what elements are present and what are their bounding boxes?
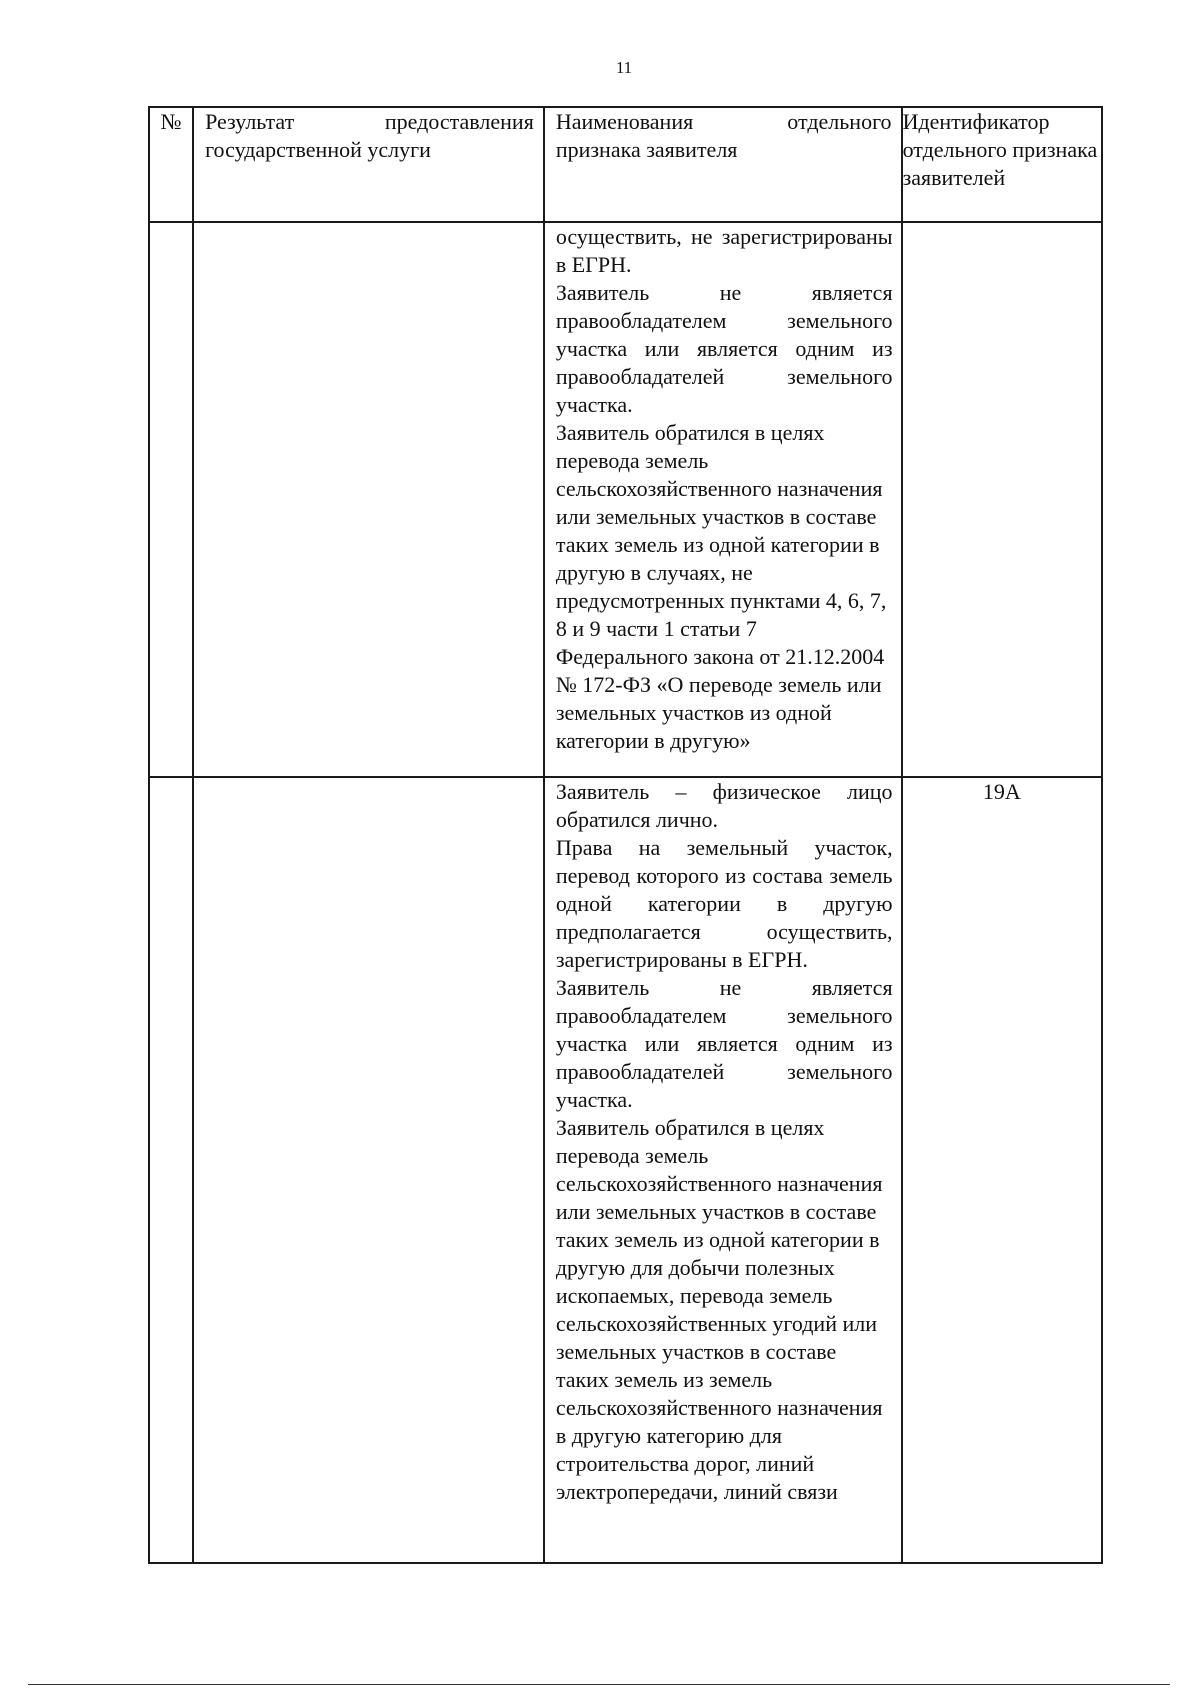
header-result-text: Результат предоставления государственной услуги (205, 109, 534, 162)
header-number: № (149, 107, 193, 222)
header-identifier: Идентификатор отдельного признака заявителей (902, 107, 1102, 222)
table-header-row (149, 107, 1102, 222)
page-number: 11 (615, 58, 633, 77)
attribute-paragraph: Заявитель не является правообладателем земельного участка или является одним из правообладателей земельного участка. (555, 975, 893, 1112)
row-result-cell (193, 777, 544, 1563)
row-attribute-cell (544, 777, 902, 1563)
document-table (148, 106, 1103, 1564)
row-number-cell (149, 222, 193, 777)
attribute-paragraph: осуществить, не зарегистрированы в ЕГРН. (555, 224, 893, 277)
attribute-paragraph: Заявитель – физическое лицо обратился лично. (555, 779, 893, 832)
row-result-cell (193, 222, 544, 777)
header-attribute-name (544, 107, 902, 222)
table-row (149, 222, 1102, 777)
page-bottom-rule (28, 1684, 1170, 1685)
header-result (193, 107, 544, 222)
attribute-paragraph: Права на земельный участок, перевод которого из состава земель одной категории в другую предполагается осуществить, зарегистрированы в ЕГРН. (555, 835, 893, 972)
attribute-paragraph: Заявитель не является правообладателем земельного участка или является одним из правообладателей земельного участка. (555, 280, 893, 417)
attribute-paragraph: Заявитель обратился в целях перевода земель сельскохозяйственного назначения или земельных участков в составе таких земель из одной категории в другую для добычи полезных ископаемых, перевода земель сельскохозяйственных угодий или земельных участков в составе таких земель из земель сельскохозяйственного назначения в другую категорию для строительства дорог, линий электропередачи, линий связи (555, 1115, 883, 1504)
row-number-cell (149, 777, 193, 1563)
row-attribute-cell (544, 222, 902, 777)
row-identifier-cell: 19А (902, 777, 1102, 1563)
attribute-paragraph: Заявитель обратился в целях перевода земель сельскохозяйственного назначения или земельных участков в составе таких земель из одной категории в другую в случаях, не предусмотренных пунктами 4, 6, 7, 8 и 9 части 1 статьи 7 Федерального закона от 21.12.2004 № 172-ФЗ «О переводе земель или земельных участков из одной категории в другую» (555, 420, 887, 753)
header-attribute-name-text: Наименования отдельного признака заявителя (555, 109, 892, 162)
row-identifier-cell (902, 222, 1102, 777)
table-row (149, 777, 1102, 1563)
